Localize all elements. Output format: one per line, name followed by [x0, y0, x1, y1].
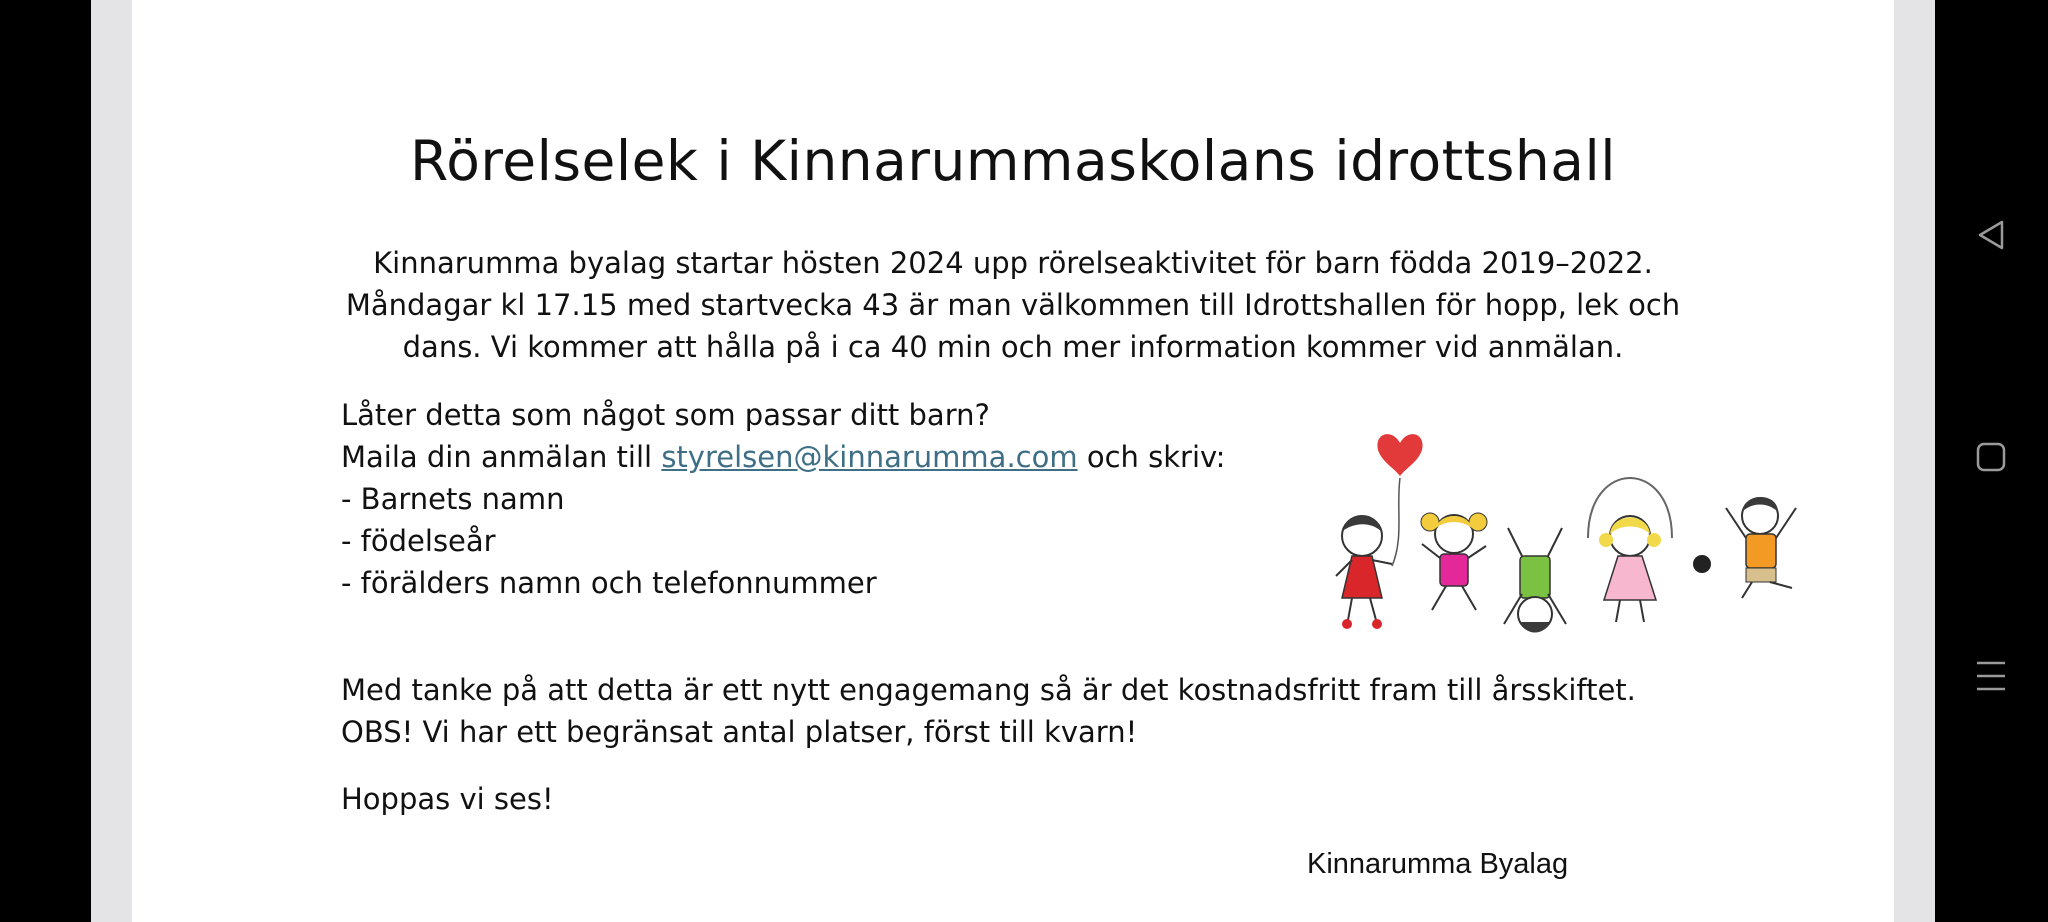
back-icon [1974, 218, 2008, 252]
closing-line: Med tanke på att detta är ett nytt engagemang så är det kostnadsfritt fram till årsskiftet. [341, 673, 1636, 707]
email-suffix: och skriv: [1077, 440, 1226, 474]
home-icon [1974, 440, 2008, 474]
email-link[interactable]: styrelsen@kinnarumma.com [661, 440, 1078, 474]
menu-icon [1974, 659, 2008, 693]
signup-question: Låter detta som något som passar ditt barn? [341, 398, 990, 432]
menu-button[interactable] [1963, 648, 2019, 704]
closing-paragraph [341, 669, 1741, 753]
intro-line: Måndagar kl 17.15 med startvecka 43 är man välkommen till Idrottshallen för hopp, lek och [345, 288, 1681, 322]
jumping-children-illustration [1322, 388, 1815, 678]
closing-line: OBS! Vi har ett begränsat antal platser, först till kvarn! [341, 715, 1138, 749]
email-line [341, 436, 1301, 478]
home-button[interactable] [1963, 429, 2019, 485]
document-page [132, 0, 1894, 922]
back-button[interactable] [1963, 207, 2019, 263]
page-title: Rörelselek i Kinnarummaskolans idrottshall [409, 129, 1617, 193]
intro-line: Kinnarumma byalag startar hösten 2024 upp rörelseaktivitet för barn födda 2019–2022. [373, 246, 1653, 280]
document-viewer[interactable] [91, 0, 1935, 922]
list-item: - Barnets namn [341, 482, 565, 516]
intro-line: dans. Vi kommer att hålla på i ca 40 min och mer information kommer vid anmälan. [402, 330, 1624, 364]
list-item: - förälders namn och telefonnummer [341, 566, 877, 600]
signature: Kinnarumma Byalag [1307, 848, 1569, 880]
list-item: - födelseår [341, 524, 496, 558]
greeting: Hoppas vi ses! [341, 782, 554, 816]
signup-instructions [341, 394, 1301, 604]
intro-paragraph [282, 242, 1744, 368]
system-navigation-bar [1935, 0, 2048, 922]
email-prefix: Maila din anmälan till [341, 440, 662, 474]
